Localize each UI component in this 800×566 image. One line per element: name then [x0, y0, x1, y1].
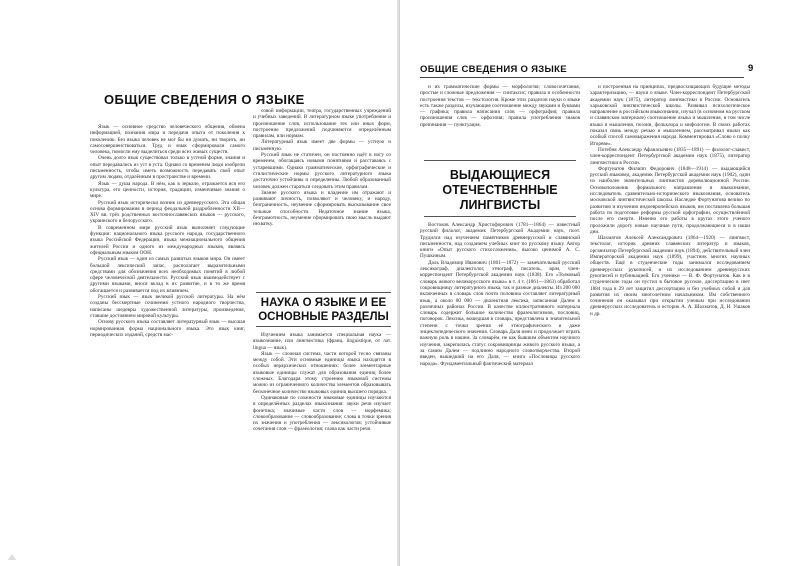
- paragraph: Язык — душа народа. В нём, как в зеркале, отражается вся его культура, его ценности, история, традиции, изменчивые знания о мире.: [90, 180, 245, 200]
- paragraph: Литературный язык имеет две формы — устную и письменную.: [253, 139, 391, 152]
- left-column-2: [253, 108, 391, 288]
- left-column-2-after: [253, 332, 391, 560]
- right-column-1-top: [420, 84, 580, 156]
- paragraph: Русский язык не статичен, он постоянно идёт в ногу со временем, обогащаясь новыми понятиями и расставаясь с устаревшими. Однако грамматические, орфографические и стилистические нормы русского литературного языка достаточно устойчивы и определенны. Любой образованный человек должен стараться следовать этим правилам.: [253, 152, 391, 190]
- running-head: ОБЩИЕ СВЕДЕНИЯ О ЯЗЫКЕ: [420, 64, 744, 78]
- paragraph: Русский язык исторически возник из древнерусского. Эта общая основа формирования в период феодальной раздробленности XII—XIV вв. трёх родственных восточнославянских языков — русского, украинского и белорусского.: [90, 199, 245, 225]
- paragraph: Язык — сложная система, части которой тесно связаны между собой. Эти основные единицы языка находятся в особых иерархических отношениях: более элементарные языковые единицы служат для образования единиц более сложных. Благодаря этому строению языковой системы можно из ограниченного количества элементов образовывать бесконечное количество языковых единиц высшего порядка.: [253, 350, 391, 395]
- linguists-rule-top: [424, 160, 576, 161]
- paragraph: Русский язык — один из самых развитых языков мира. Он имеет большой лексический запас, располагает выразительными средствами для обозначения всех необходимых понятий в любой сфере человеческой деятельности. Русский язык взаимодействует с другими языками, внося вклад в их развитие, и в то же время обогащается и развивается под их влиянием.: [90, 256, 245, 294]
- paragraph: Язык — основное средство человеческого общения, обмена информацией, познания мира и передачи опыта от поколения к поколению. Без языка человек не мог бы ни думать, ни творить, ни самосовершенствоваться. Труд и язык сформировали самого человека, помогли ему выделиться среди всех живых существ.: [90, 124, 245, 156]
- paragraph: и их грамматические формы — морфология; словосочетания, простые и сложные предложения — синтаксис; правила и особенности построения текстов — текстология. Кроме этих разделов науки о языке есть также разделы, изучающие соотношение между звуками и буквами — графика; правила написания слов — орфография; правила произношения слов — орфоэпия; правила употребления знаков препинания — пунктуация.: [420, 84, 580, 128]
- paragraph: Даль Владимир Иванович (1801—1872) — замечательный русский лексикограф, диалектолог, этнограф, писатель, врач, член-корреспондент Петербургской академии наук (1838). Его «Толковый словарь живого великорусского языка» в т. 4 т. (1861—1863) обработал сокровищницу литературного языка, так и разные диалекты. Из 200 000 включенных в словарь слов почти половина составляет литературный язык, а около 80 000 — диалектная лексика, записанная Далем в различных районах России. В качестве иллюстративного материала словарь содержит большое количество фразеологизмов, пословиц, поговорок. Лексика, вошедшая в словарь, представлена и значительной степени с точки зрения её этнографического и даже энциклопедического значения. Словарь Даля имел и продолжает играть важную роль в нашем. За словарём, не как бывшим объектом научного изучения, закрепилась статус сокровищницы живого русского языка, а за самим Далем — подлинно народного словотворчества. Второй введен, вышедший на его Даля, — книга «Пословицы русского народа». Фундаментальный фактический материал: [420, 259, 580, 367]
- paragraph: Фортунатов Филипп Федорович (1848—1914) — выдающийся русский языковед, академик Петербургской академии наук (1902), один из наиболее значительных лингвистов дореволюционной России. Основоположник формального направления в языкознании, исследователь сравнительно-исторического языкознания, основатель московской лингвистической школы. Наследие Фортунатова велико по развитию и изучению индоевропейских языков, им поставлена большая работа по подготовке реформы русской орфографии, осуществлённой после его смерти. Именно его работы в кругах этого ученого проложили дорогу новые научные пути, продолжающиеся и в наши дни.: [590, 165, 750, 235]
- section-heading-science: НАУКА О ЯЗЫКЕ И ЕЕ ОСНОВНЫЕ РАЗДЕЛЫ: [258, 297, 389, 323]
- right-column-1-after: [420, 222, 580, 560]
- paragraph: Изучением языка занимается специальная наука — языкознание, или лингвистика (франц. linguistique, от лат. lingua — язык).: [253, 332, 391, 351]
- page-corner-mark: [8, 554, 16, 560]
- paragraph: Одинаковые по сложности языковые единицы изучаются в определённых разделах языкознания: звуки речи изучает фонетика; значимые части слов — морфемика; словообразование — словообразование; слова в точки зрения их значения и употребления — лексикология; устойчивые сочетания слов — фразеология; слова как части речи: [253, 394, 391, 433]
- page-number: 9: [748, 63, 754, 74]
- page-title: ОБЩИЕ СВЕДЕНИЯ О ЯЗЫКЕ: [104, 92, 305, 107]
- paragraph: Знание русского языка и владение им отражают и развивают личность, позволяют и человеку, и народу, безграничность, неумение сформировать высказывание свое тельные способности. Недаточное знание языка, безграмотность, неумение сформировать свою мысль выдают нехватку.: [253, 189, 391, 228]
- section-heading-linguists: ВЫДАЮЩИЕСЯ ОТЕЧЕСТВЕННЫЕ ЛИНГВИСТЫ: [442, 168, 558, 212]
- linguists-rule-bottom: [424, 216, 576, 217]
- paragraph: Русский язык — язык великой русской литературы. На нём созданы бессмертные сочинения устного народного творчества, написаны шедевры художественной литературы, произведения, ставшие достоянием мировой культуры.: [90, 294, 245, 319]
- paragraph: Потебня Александр Афанасьевич (1835—1891) — филолог-славист, член-корреспондент Петербургской академии наук (1875), литератор лингвистики в России.: [590, 146, 750, 166]
- right-column-2: [590, 84, 750, 560]
- section-rule-top: [256, 292, 391, 293]
- section-rule-bottom: [256, 326, 391, 327]
- paragraph: Шахматов Алексей Александрович (1864—1920) — лингвист, текстолог, историк древних славянских литератур и языков, организатор Петербургской академии наук (1894), действительный член Императорской академии наук (1899), участник многих научных обществ. Ещё в студенческие годы занимался исследованием древнерусских рукописей, и их исследованием древнерусских рукописей и публикацией. Его ученики — В. Ф. Фортунатов. Как и в студенческие годы он пустил в бытовое русское, диссертацию в свет 1884 года в 29 лет защитил диссертацию и без учебных собой и для развития их своим многолетним начальником. Им собственного сочинения он оказывал при открытии ученым при исследовании древнерусских исследователь и историк А. А. Шахматов, Д. Н. Ушаков и др.: [590, 235, 750, 317]
- left-column-1: [90, 124, 245, 560]
- paragraph: Востоков Александр Христофорович (1781—1864) — известный русский филолог, академик Петербургской Академии наук, поэт. Трудился над изучением памятников древнерусской и славянской письменности, над созданием учебных книг по русскому языку. Автор книги «Опыт русского стихосложения», высоко ценимой А. С. Пушкиным.: [420, 222, 580, 260]
- paragraph: В современном мире русский язык выполняет следующие функции: национального языка русского народа, государственного языка Российской Федерации, языка межнационального общения жителей России и одного из международных языков, являясь официальным языком ООН.: [90, 224, 245, 256]
- paragraph: и построенная на принципах, предвосхищающих будущие методы характеризацию, — науки о языке. Член-корреспондент Петербургской академии наук (1875), литератор лингвистики в России. Основатель харьковской лингвистической школы. Развивал психологическое направление в российском языкознании, изучал (в основном на русском и славянском материале) соотношение языка и мышления, в том числе языка и мышления, поэзии, фольклора и мифологии. В своих работах показал связь между речью и мышлением, рассматривал языки как особый способ самовыражения народа. Комментировал «Слово о полку Игореве».: [590, 84, 750, 147]
- paragraph: совой информации, театра, государственных учреждений и учебных заведений. В литературном языке употребление и произношение слов, использование тех или иных форм, построение предложений подчиняются определённым правилам, или нормам.: [253, 108, 391, 140]
- paragraph: Основу русского языка составляет литературный язык — высшая нормированная форма национального языка. Это язык книг, периодических изданий, средств мас-: [90, 319, 245, 338]
- paragraph: Очень долго язык существовал только в устной форме, знания и опыт передавались из уст в уста. Однако со временем люди изобрели письменность, чтобы иметь возможность передавать свой опыт другим людям, отдалённым в пространстве и времени.: [90, 155, 245, 181]
